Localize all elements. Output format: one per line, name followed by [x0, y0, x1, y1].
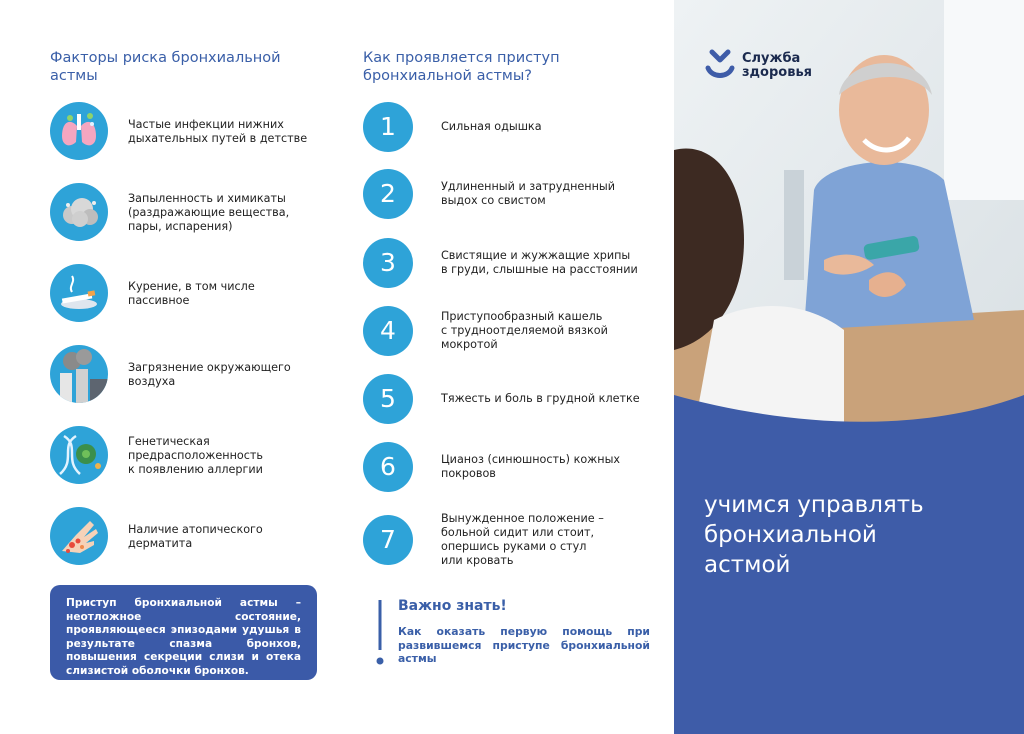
symptom-text: Цианоз (синюшность) кожных покровов: [441, 453, 621, 480]
symptom-item: [363, 238, 653, 298]
symptom-text: Сильная одышка: [441, 120, 542, 133]
symptom-item: [363, 169, 653, 229]
risk-item-dermatitis: [50, 507, 310, 567]
brand-logo: [704, 48, 813, 84]
hand-rash-icon: [50, 507, 108, 565]
heart-smile-logo-icon: [704, 48, 736, 80]
symptom-item: [363, 512, 653, 575]
step-number-badge: 3: [363, 238, 413, 288]
exclamation-icon: [375, 598, 385, 668]
symptoms-title: Как проявляется приступ бронхиальной астмы?: [363, 50, 560, 84]
cigarette-icon: [50, 264, 108, 322]
risk-item-text: Генетическая предрасположенность к появлению аллергии: [128, 435, 263, 476]
risk-item-text: Загрязнение окружающего воздуха: [128, 361, 291, 388]
symptom-item: [363, 442, 653, 502]
dust-cloud-icon: [50, 183, 108, 241]
risk-factors-title: Факторы риска бронхиальной астмы: [50, 50, 281, 84]
step-number-badge: 5: [363, 374, 413, 424]
cover-panel: [674, 0, 1024, 734]
risk-item-air-pollution: [50, 345, 310, 405]
symptom-item: [363, 374, 653, 434]
important-title: Важно знать!: [398, 598, 507, 614]
risk-item-smoking: [50, 264, 310, 324]
step-number-badge: 4: [363, 306, 413, 356]
lungs-icon: [50, 102, 108, 160]
important-text: Как оказать первую помощь при развившемся приступе бронхиальной астмы: [398, 625, 650, 665]
risk-item-text: Запыленность и химикаты (раздражающие вещества, пары, испарения): [128, 192, 290, 233]
symptom-item: [363, 102, 653, 162]
brand-name: Служба здоровья: [742, 51, 813, 80]
step-number-badge: 2: [363, 169, 413, 219]
risk-item-dust: [50, 183, 310, 243]
asthma-definition-box: Приступ бронхиальной астмы – неотложное состояние, проявляющееся эпизодами удушья в результате спазма бронхов, повышения секреции слизи и отека слизистой оболочки бронхов.: [50, 585, 317, 680]
factory-icon: [50, 345, 108, 403]
symptom-text: Тяжесть и боль в грудной клетке: [441, 392, 640, 405]
step-number-badge: 1: [363, 102, 413, 152]
dna-virus-icon: [50, 426, 108, 484]
symptom-text: Приступообразный кашель с трудноотделяемой вязкой мокротой: [441, 310, 608, 351]
risk-item-text: Наличие атопического дерматита: [128, 523, 263, 550]
risk-item-text: Курение, в том числе пассивное: [128, 280, 255, 307]
step-number-badge: 6: [363, 442, 413, 492]
symptom-item: [363, 306, 653, 366]
risk-item-text: Частые инфекции нижних дыхательных путей в детстве: [128, 118, 308, 145]
step-number-badge: 7: [363, 515, 413, 565]
cover-slogan: учимся управлять бронхиальной астмой: [704, 492, 924, 578]
symptom-text: Свистящие и жужжащие хрипы в груди, слышные на расстоянии: [441, 249, 638, 276]
risk-item-genetics: [50, 426, 310, 486]
risk-item-infections: [50, 102, 310, 162]
symptom-text: Вынужденное положение – больной сидит или стоит, опершись руками о стул или кровать: [441, 512, 604, 567]
symptom-text: Удлиненный и затрудненный выдох со свистом: [441, 180, 615, 207]
